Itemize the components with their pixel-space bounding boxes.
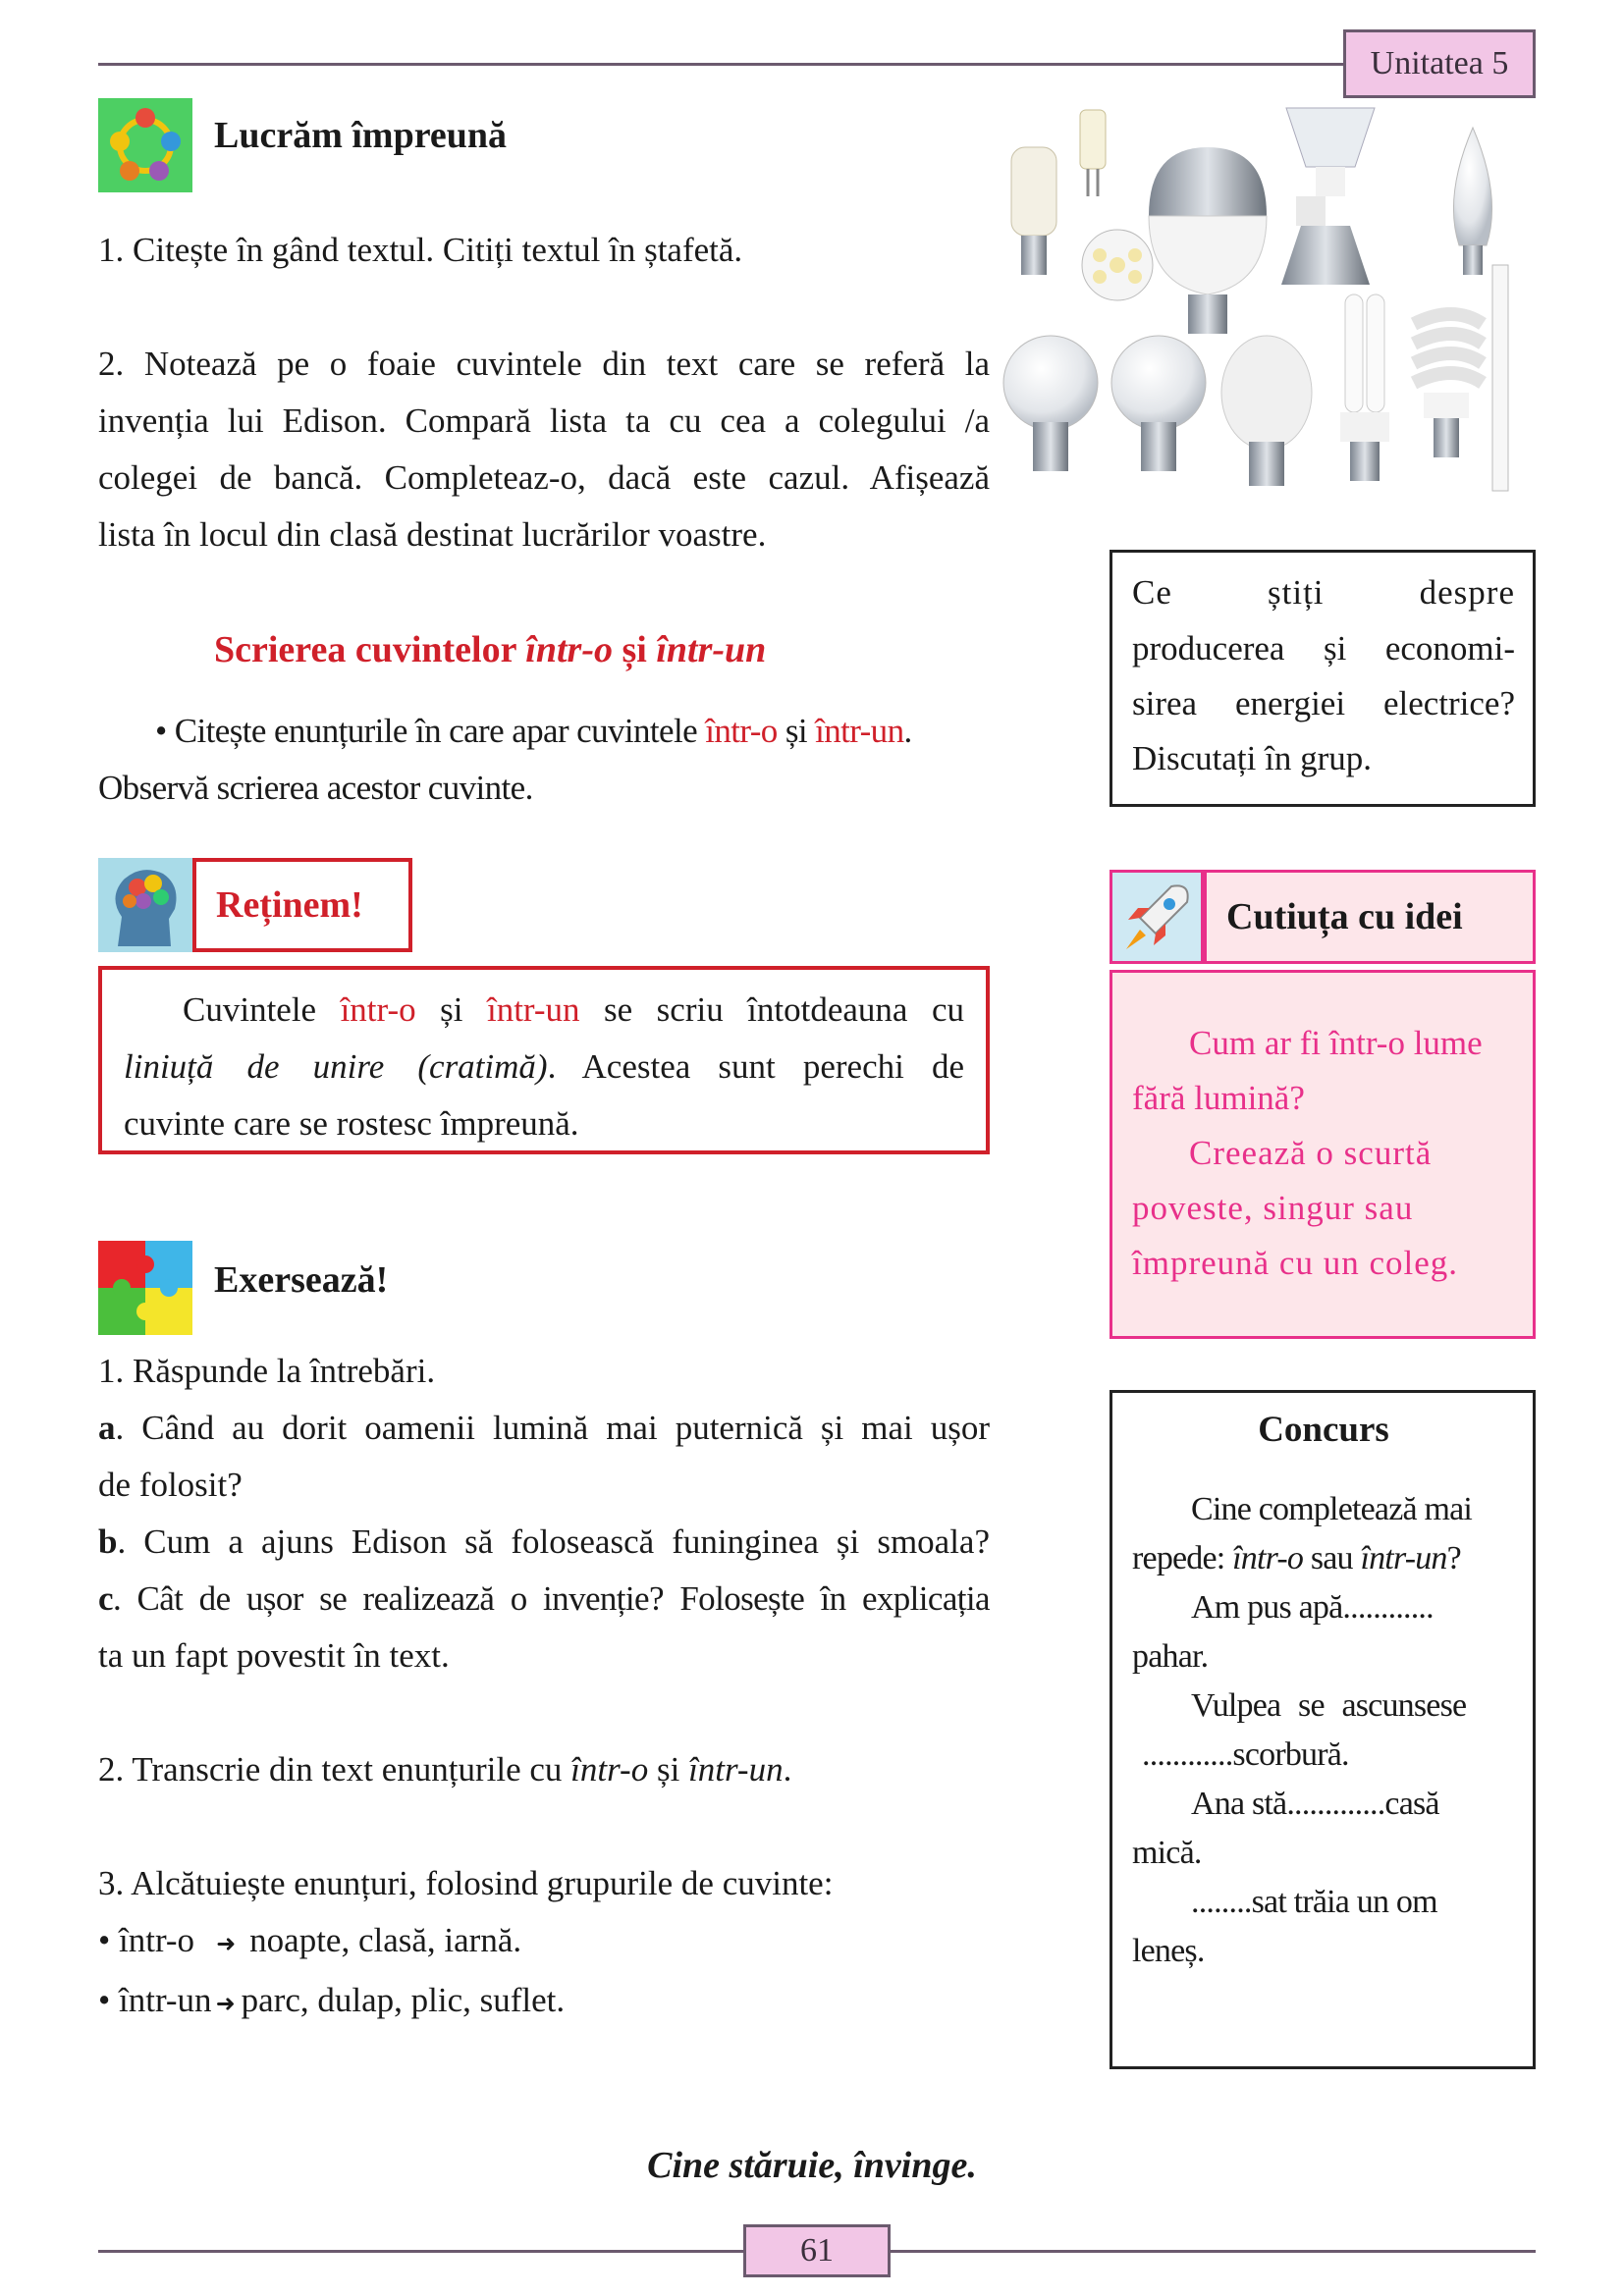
scrierea-and: și [777,712,816,750]
scrierea-title-word2: într-un [656,629,767,670]
retinem-p-end: . Acestea sunt perechi de [547,1047,965,1086]
concurs-intro2-end: ? [1446,1540,1461,1576]
exerseaza-title: Exersează! [214,1259,389,1301]
lucram-title: Lucrăm împreună [214,115,508,156]
concurs-s2b: ............scorbură. [1142,1736,1349,1773]
exerseaza-a-cont: de folosit? [98,1466,243,1504]
cutiuta-line5: împreună cu un coleg. [1132,1244,1459,1282]
exerseaza-g1-key: • într-o [98,1921,195,1959]
retinem-p-start: Cuvintele [183,990,341,1029]
lucram-item2-line2: invenția lui Edison. Compară lista ta cu cea a colegului /a [98,401,990,440]
scrierea-word1: într-o [705,712,778,750]
cutiuta-line4: poveste, singur sau [1132,1189,1414,1227]
retinem-word1: într-o [340,990,416,1029]
concurs-intro2-w2: într-un [1360,1540,1447,1576]
exerseaza-q2 [98,1741,990,1798]
footer-motto: Cine stăruie, învinge. [647,2145,977,2186]
cutiuta-line3: Creează o scurtă [1189,1134,1433,1172]
light-bulbs-illustration [1001,98,1532,510]
concurs-intro2-sau: sau [1303,1540,1361,1576]
exerseaza-c-text: . Cât de ușor se realizează o invenție? Folosește în explicația [112,1579,990,1618]
scrierea-bullet-end: . [903,712,912,750]
header-rule [98,63,1345,66]
exerseaza-q2-and: și [648,1750,689,1789]
concurs-s1a: Am pus apă............ [1191,1589,1434,1626]
scrierea-title-and: și [613,629,657,670]
exerseaza-b [98,1514,990,1571]
scrierea-bullet-prefix: • Citește enunțurile în care apar cuvintele [155,712,706,750]
scrierea-title [214,628,766,671]
footer-rule-right [891,2250,1536,2253]
exerseaza-a [98,1400,990,1457]
discussion-line1: Ce știți despre [1132,573,1515,612]
unit-label: Unitatea 5 [1343,29,1536,98]
exerseaza-q1: 1. Răspunde la întrebări. [98,1352,436,1390]
lucram-item2 [98,336,990,563]
discussion-box [1110,550,1536,807]
exerseaza-group2 [98,1972,990,2032]
concurs-intro1: Cine completează mai [1191,1491,1473,1527]
exerseaza-g1-val: noapte, clasă, iarnă. [249,1921,522,1959]
retinem-line1 [124,982,964,1039]
concurs-s3a: Ana stă.............casă [1191,1786,1439,1822]
exerseaza-g2-val: parc, dulap, plic, suflet. [241,1981,566,2019]
exerseaza-b-text: . Cum a ajuns Edison să folosească funinginea și smoala? [117,1522,990,1561]
exerseaza-g2-key: • într-un [98,1981,212,2019]
retinem-line2 [124,1039,964,1095]
puzzle-icon [98,1241,192,1335]
concurs-box [1110,1390,1536,2069]
exerseaza-content [98,1343,990,2032]
arrow-right-icon: ➜ [216,1930,237,1957]
cutiuta-label-box [1204,870,1536,964]
exerseaza-q2-end: . [783,1750,792,1789]
scrierea-word2: într-un [815,712,904,750]
exerseaza-q2-w2: într-un [688,1750,784,1789]
scrierea-title-prefix: Scrierea cuvintelor [214,629,526,670]
rocket-icon [1110,870,1204,964]
scrierea-instruction [98,703,990,817]
lucram-item1: 1. Citește în gând textul. Citiți textul în ștafetă. [98,231,743,269]
concurs-s4a: ........sat trăia un om [1191,1884,1437,1920]
scrierea-title-word1: într-o [525,629,613,670]
exerseaza-c [98,1571,990,1628]
discussion-line3: sirea energiei electrice? [1132,684,1515,722]
concurs-intro2-start: repede: [1132,1540,1233,1576]
cutiuta-content-box [1110,970,1536,1339]
concurs-s3b: mică. [1132,1835,1202,1871]
retinem-line3: cuvinte care se rostesc împreună. [124,1104,579,1143]
retinem-title: Reținem! [216,884,363,926]
retinem-label-box [192,858,412,952]
concurs-s1b: pahar. [1132,1638,1209,1675]
exerseaza-group1 [98,1912,990,1972]
page-number: 61 [743,2224,891,2277]
retinem-rule-box [98,966,990,1154]
retinem-and: și [415,990,487,1029]
exerseaza-q3: 3. Alcătuiește enunțuri, folosind grupurile de cuvinte: [98,1864,834,1902]
concurs-s2a: Vulpea se ascunsese [1191,1687,1467,1724]
lucram-item2-line4: lista în locul din clasă destinat lucrărilor voastre. [98,515,767,554]
cutiuta-line2: fără lumină? [1132,1079,1305,1117]
exerseaza-c-label: c [98,1579,113,1618]
retinem-p-mid: se scriu întotdeauna cu [579,990,964,1029]
exerseaza-q2-start: 2. Transcrie din text enunțurile cu [98,1750,571,1789]
concurs-intro2 [1132,1534,1515,1583]
teamwork-icon [98,98,192,192]
exerseaza-a-label: a [98,1409,116,1447]
concurs-s4b: leneș. [1132,1933,1205,1969]
exerseaza-q2-w1: într-o [570,1750,649,1789]
cutiuta-title: Cutiuța cu idei [1226,896,1463,937]
discussion-line2: producerea și economi- [1132,629,1515,667]
exerseaza-c-cont: ta un fapt povestit în text. [98,1636,450,1675]
retinem-italic: liniuță de unire (cratimă) [124,1047,548,1086]
exerseaza-b-label: b [98,1522,118,1561]
discussion-line4: Discutați în grup. [1132,739,1372,777]
footer-rule-left [98,2250,743,2253]
cutiuta-line1: Cum ar fi într-o lume [1189,1024,1483,1062]
concurs-title: Concurs [1258,1410,1389,1450]
brain-icon [98,858,192,952]
lucram-item2-line3: colegei de bancă. Completeaz-o, dacă este cazul. Afișează [98,458,990,497]
scrierea-line2: Observă scrierea acestor cuvinte. [98,769,533,807]
retinem-word2: într-un [486,990,580,1029]
lucram-item2-line1: 2. Notează pe o foaie cuvintele din text care se referă la [98,345,990,383]
concurs-intro2-w1: într-o [1232,1540,1304,1576]
arrow-right-icon: ➜ [215,1990,236,2017]
exerseaza-a-text: . Când au dorit oamenii lumină mai puternică și mai ușor [115,1409,990,1447]
